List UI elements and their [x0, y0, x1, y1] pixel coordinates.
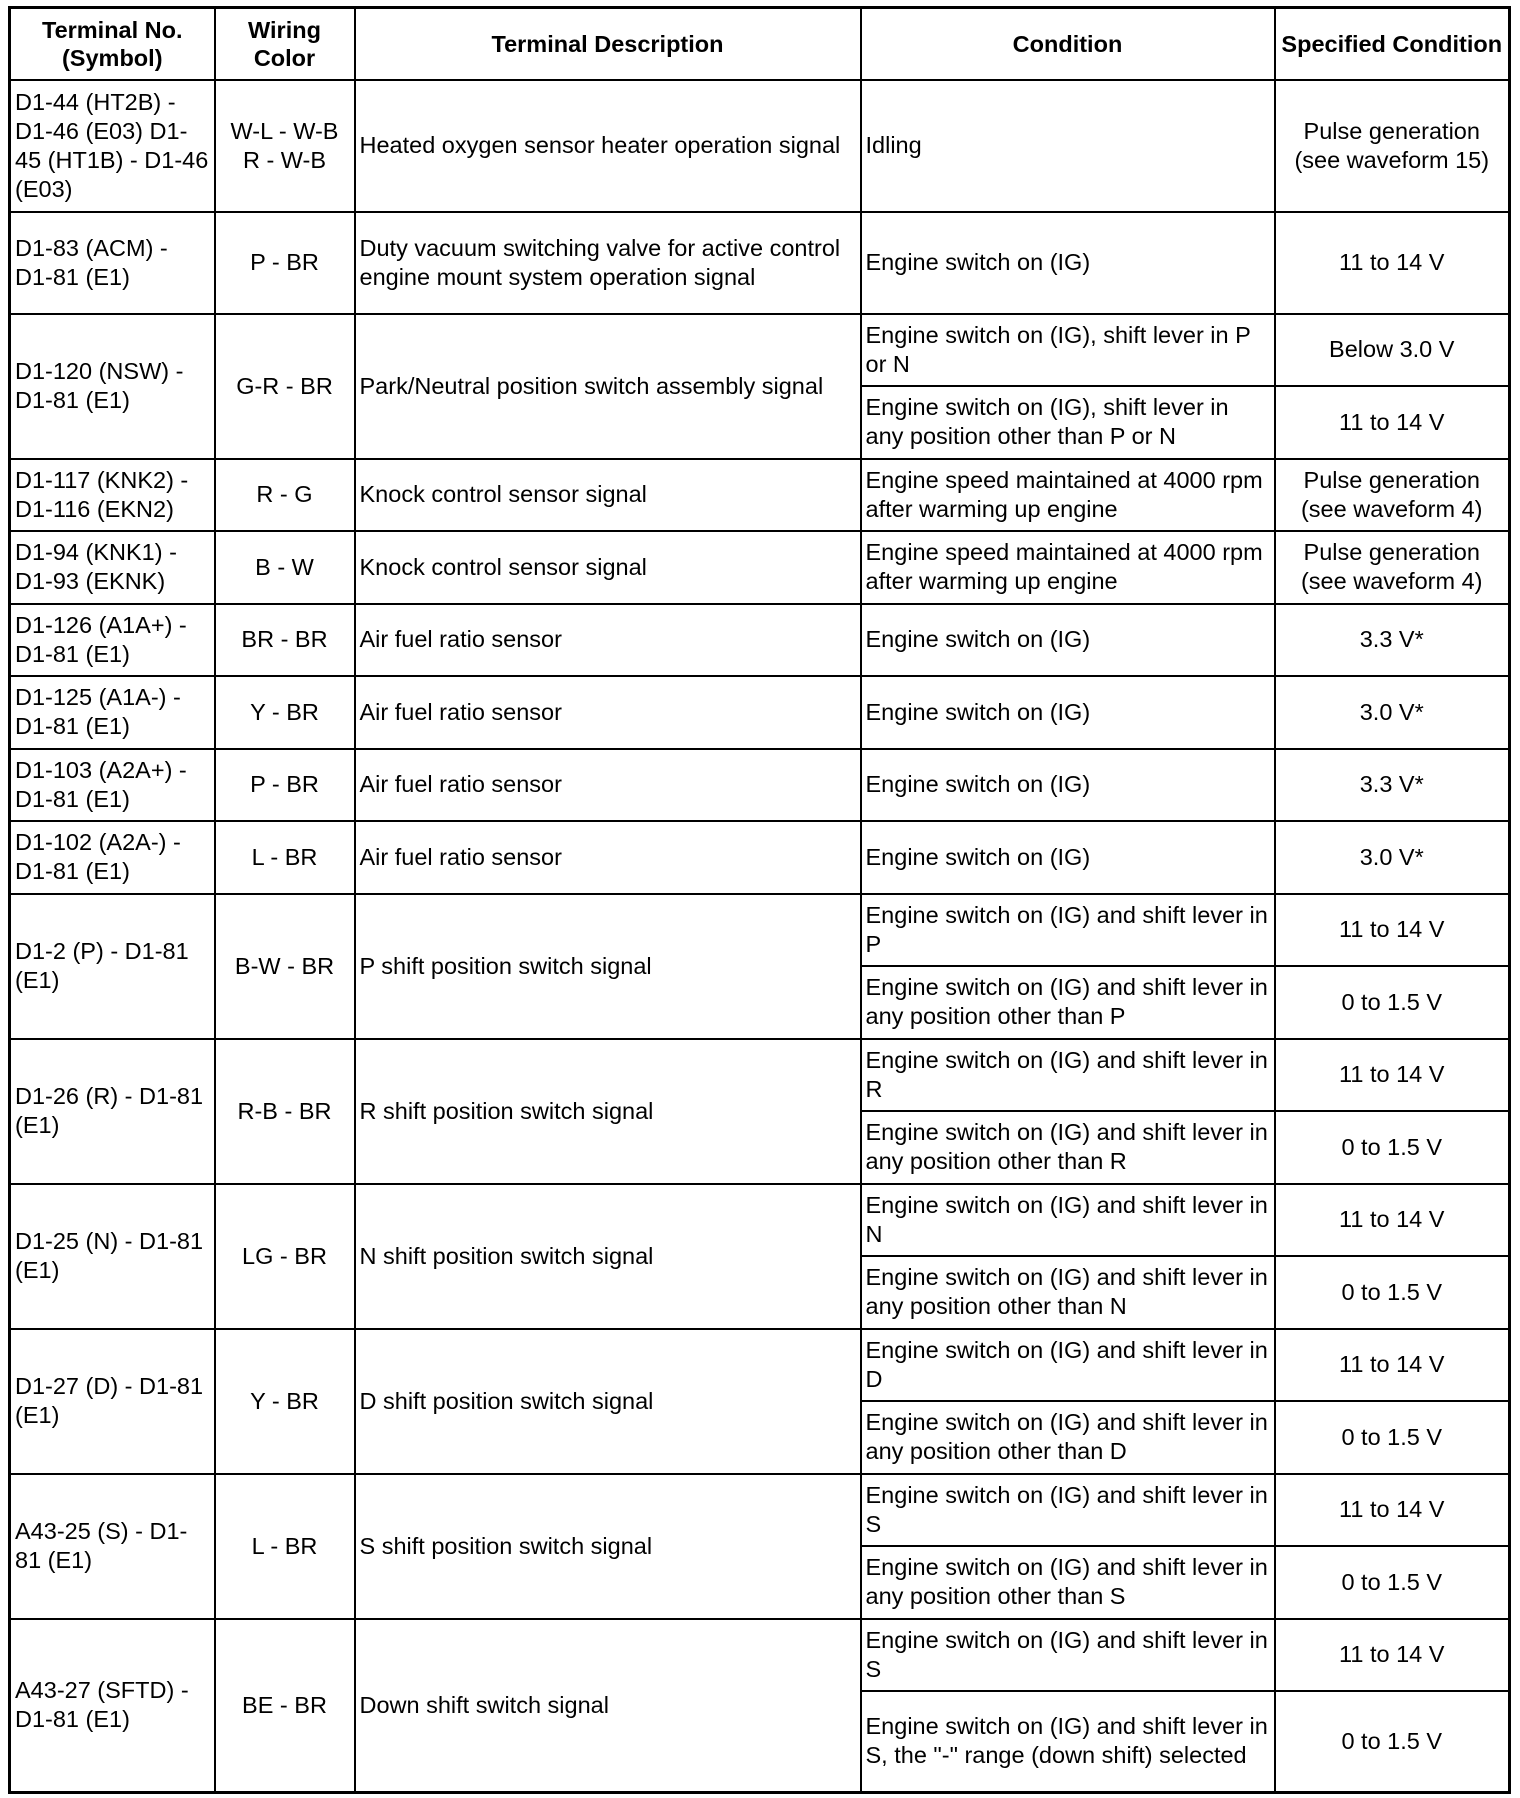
condition-cell: Engine speed maintained at 4000 rpm after warming up engine	[861, 531, 1275, 604]
specified-condition-cell: 11 to 14 V	[1275, 386, 1510, 459]
terminal-cell: D1-25 (N) - D1-81 (E1)	[10, 1184, 215, 1329]
header-specified-condition: Specified Condition	[1275, 8, 1510, 80]
condition-cell: Engine switch on (IG), shift lever in P or N	[861, 314, 1275, 386]
specified-condition-cell: 3.0 V*	[1275, 821, 1510, 894]
table-row	[10, 80, 1510, 212]
terminal-spec-table	[8, 6, 1511, 1794]
terminal-cell: D1-27 (D) - D1-81 (E1)	[10, 1329, 215, 1474]
condition-cell: Engine switch on (IG)	[861, 749, 1275, 821]
condition-cell: Engine switch on (IG) and shift lever in N	[861, 1184, 1275, 1256]
table-row	[10, 1619, 1510, 1691]
description-cell: Air fuel ratio sensor	[355, 604, 861, 676]
description-cell: N shift position switch signal	[355, 1184, 861, 1329]
description-cell: S shift position switch signal	[355, 1474, 861, 1619]
header-terminal-description: Terminal Description	[355, 8, 861, 80]
table-row	[10, 1039, 1510, 1111]
condition-cell: Engine speed maintained at 4000 rpm after warming up engine	[861, 459, 1275, 531]
wiring-color-cell: LG - BR	[215, 1184, 355, 1329]
description-cell: P shift position switch signal	[355, 894, 861, 1039]
terminal-cell: D1-126 (A1A+) - D1-81 (E1)	[10, 604, 215, 676]
table-row	[10, 1474, 1510, 1546]
terminal-cell: D1-102 (A2A-) - D1-81 (E1)	[10, 821, 215, 894]
wiring-color-cell: BR - BR	[215, 604, 355, 676]
wiring-color-cell: Y - BR	[215, 1329, 355, 1474]
specified-condition-cell: Pulse generation (see waveform 4)	[1275, 531, 1510, 604]
condition-cell: Engine switch on (IG)	[861, 212, 1275, 314]
table-row	[10, 894, 1510, 966]
condition-cell: Engine switch on (IG) and shift lever in any position other than D	[861, 1401, 1275, 1474]
specified-condition-cell: 11 to 14 V	[1275, 212, 1510, 314]
header-row	[10, 8, 1510, 80]
wiring-color-cell: P - BR	[215, 212, 355, 314]
condition-cell: Idling	[861, 80, 1275, 212]
specified-condition-cell: 11 to 14 V	[1275, 1184, 1510, 1256]
description-cell: Knock control sensor signal	[355, 531, 861, 604]
wiring-color-cell: L - BR	[215, 1474, 355, 1619]
condition-cell: Engine switch on (IG) and shift lever in any position other than S	[861, 1546, 1275, 1619]
specified-condition-cell: Pulse generation (see waveform 4)	[1275, 459, 1510, 531]
condition-cell: Engine switch on (IG) and shift lever in any position other than R	[861, 1111, 1275, 1184]
table-row	[10, 676, 1510, 749]
specified-condition-cell: 0 to 1.5 V	[1275, 966, 1510, 1039]
wiring-color-cell: P - BR	[215, 749, 355, 821]
specified-condition-cell: 0 to 1.5 V	[1275, 1256, 1510, 1329]
wiring-color-cell: W-L - W-B R - W-B	[215, 80, 355, 212]
specified-condition-cell: 11 to 14 V	[1275, 1474, 1510, 1546]
condition-cell: Engine switch on (IG) and shift lever in S	[861, 1474, 1275, 1546]
terminal-cell: D1-26 (R) - D1-81 (E1)	[10, 1039, 215, 1184]
specified-condition-cell: 0 to 1.5 V	[1275, 1111, 1510, 1184]
terminal-cell: D1-117 (KNK2) - D1-116 (EKN2)	[10, 459, 215, 531]
condition-cell: Engine switch on (IG)	[861, 604, 1275, 676]
terminal-cell: D1-83 (ACM) - D1-81 (E1)	[10, 212, 215, 314]
table-row	[10, 821, 1510, 894]
specified-condition-cell: 11 to 14 V	[1275, 894, 1510, 966]
specified-condition-cell: 0 to 1.5 V	[1275, 1691, 1510, 1793]
condition-cell: Engine switch on (IG) and shift lever in R	[861, 1039, 1275, 1111]
wiring-color-cell: B-W - BR	[215, 894, 355, 1039]
condition-cell: Engine switch on (IG) and shift lever in S, the "-" range (down shift) selected	[861, 1691, 1275, 1793]
condition-cell: Engine switch on (IG) and shift lever in S	[861, 1619, 1275, 1691]
wiring-color-cell: B - W	[215, 531, 355, 604]
table-row	[10, 212, 1510, 314]
header-wiring-color: Wiring Color	[215, 8, 355, 80]
specified-condition-cell: 0 to 1.5 V	[1275, 1546, 1510, 1619]
table-row	[10, 531, 1510, 604]
table-row	[10, 314, 1510, 386]
terminal-cell: D1-94 (KNK1) - D1-93 (EKNK)	[10, 531, 215, 604]
wiring-color-cell: BE - BR	[215, 1619, 355, 1793]
description-cell: Duty vacuum switching valve for active control engine mount system operation signal	[355, 212, 861, 314]
description-cell: Air fuel ratio sensor	[355, 676, 861, 749]
description-cell: Heated oxygen sensor heater operation signal	[355, 80, 861, 212]
specified-condition-cell: 11 to 14 V	[1275, 1039, 1510, 1111]
condition-cell: Engine switch on (IG) and shift lever in any position other than N	[861, 1256, 1275, 1329]
specified-condition-cell: 0 to 1.5 V	[1275, 1401, 1510, 1474]
condition-cell: Engine switch on (IG) and shift lever in D	[861, 1329, 1275, 1401]
table-row	[10, 604, 1510, 676]
condition-cell: Engine switch on (IG)	[861, 676, 1275, 749]
table-row	[10, 749, 1510, 821]
specified-condition-cell: 3.3 V*	[1275, 749, 1510, 821]
header-terminal: Terminal No. (Symbol)	[10, 8, 215, 80]
terminal-cell: A43-25 (S) - D1-81 (E1)	[10, 1474, 215, 1619]
header-condition: Condition	[861, 8, 1275, 80]
description-cell: D shift position switch signal	[355, 1329, 861, 1474]
description-cell: Knock control sensor signal	[355, 459, 861, 531]
wiring-color-cell: R-B - BR	[215, 1039, 355, 1184]
specified-condition-cell: Below 3.0 V	[1275, 314, 1510, 386]
table-row	[10, 1329, 1510, 1401]
condition-cell: Engine switch on (IG), shift lever in any position other than P or N	[861, 386, 1275, 459]
condition-cell: Engine switch on (IG)	[861, 821, 1275, 894]
wiring-color-cell: G-R - BR	[215, 314, 355, 459]
condition-cell: Engine switch on (IG) and shift lever in any position other than P	[861, 966, 1275, 1039]
description-cell: R shift position switch signal	[355, 1039, 861, 1184]
terminal-cell: D1-44 (HT2B) - D1-46 (E03) D1-45 (HT1B) - D1-46 (E03)	[10, 80, 215, 212]
specified-condition-cell: 3.0 V*	[1275, 676, 1510, 749]
terminal-cell: A43-27 (SFTD) - D1-81 (E1)	[10, 1619, 215, 1793]
description-cell: Down shift switch signal	[355, 1619, 861, 1793]
terminal-cell: D1-2 (P) - D1-81 (E1)	[10, 894, 215, 1039]
specified-condition-cell: 3.3 V*	[1275, 604, 1510, 676]
wiring-color-cell: Y - BR	[215, 676, 355, 749]
specified-condition-cell: 11 to 14 V	[1275, 1329, 1510, 1401]
specified-condition-cell: Pulse generation (see waveform 15)	[1275, 80, 1510, 212]
specified-condition-cell: 11 to 14 V	[1275, 1619, 1510, 1691]
table-row	[10, 459, 1510, 531]
table-row	[10, 1184, 1510, 1256]
terminal-cell: D1-125 (A1A-) - D1-81 (E1)	[10, 676, 215, 749]
wiring-color-cell: R - G	[215, 459, 355, 531]
wiring-color-cell: L - BR	[215, 821, 355, 894]
description-cell: Air fuel ratio sensor	[355, 749, 861, 821]
description-cell: Air fuel ratio sensor	[355, 821, 861, 894]
condition-cell: Engine switch on (IG) and shift lever in P	[861, 894, 1275, 966]
terminal-cell: D1-120 (NSW) - D1-81 (E1)	[10, 314, 215, 459]
terminal-cell: D1-103 (A2A+) - D1-81 (E1)	[10, 749, 215, 821]
description-cell: Park/Neutral position switch assembly signal	[355, 314, 861, 459]
